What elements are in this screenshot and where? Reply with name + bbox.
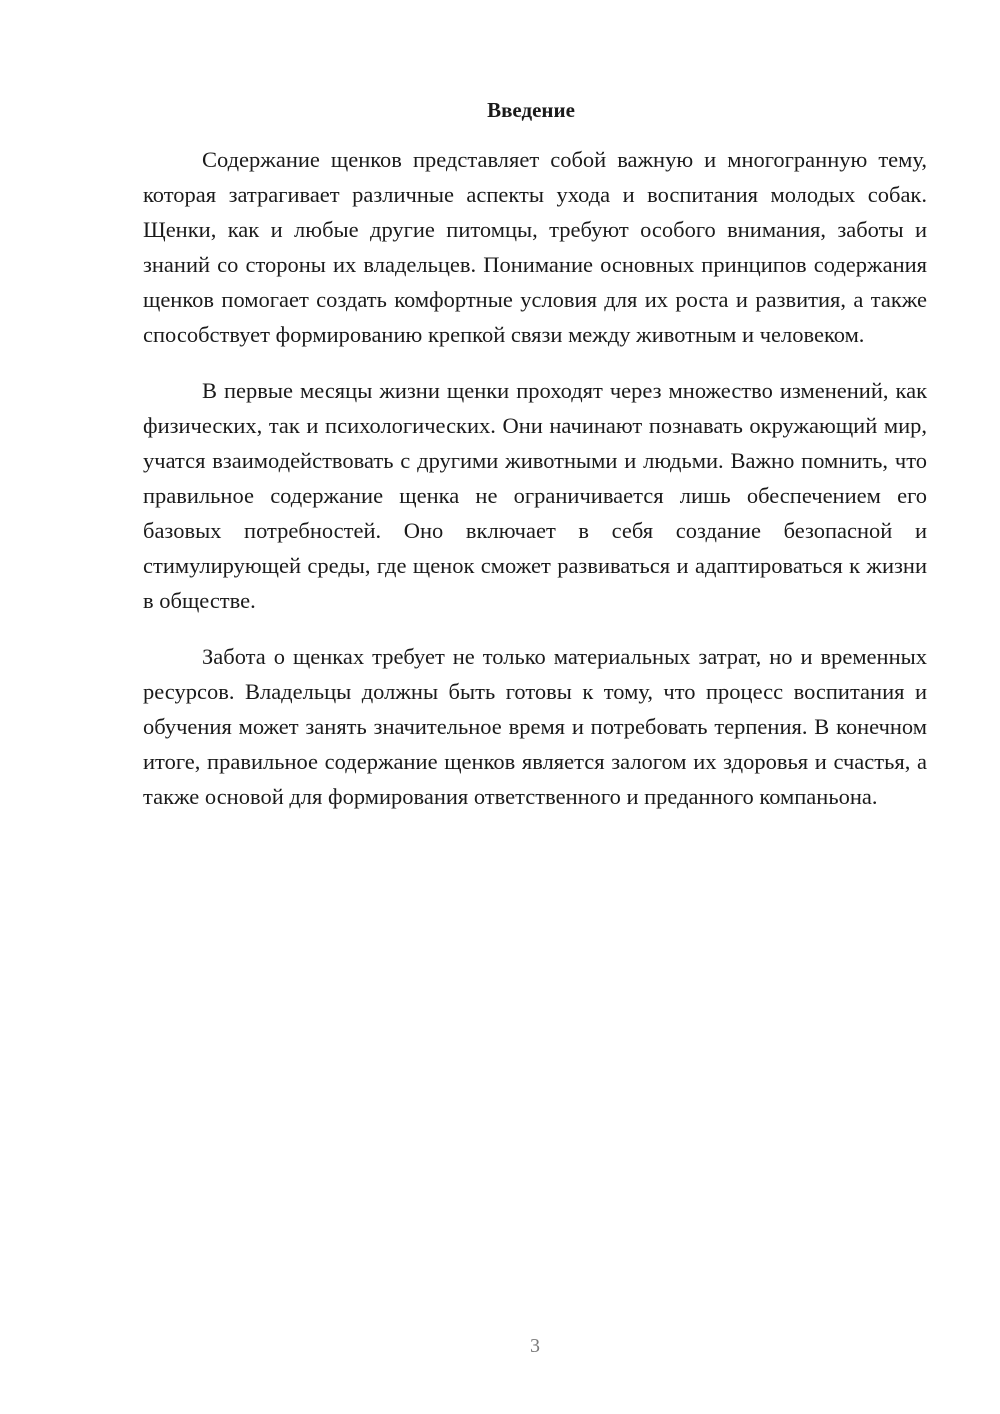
page-number: 3 xyxy=(530,1335,540,1357)
paragraph-2: В первые месяцы жизни щенки проходят через множество изменений, как физических, так и психологических. Они начинают познавать окружающий мир, учатся взаимодействовать с другими животными и людьми. Важно помнить, что правильное содержание щенка не ограничивается лишь обеспечением его базовых потребностей. Оно включает в себя создание безопасной и стимулирующей среды, где щенок сможет развиваться и адаптироваться к жизни в обществе. xyxy=(143,378,927,613)
paragraph-1: Содержание щенков представляет собой важную и многогранную тему, которая затрагивает различные аспекты ухода и воспитания молодых собак. Щенки, как и любые другие питомцы, требуют особого внимания, заботы и знаний со стороны их владельцев. Понимание основных принципов содержания щенков помогает создать комфортные условия для их роста и развития, а также способствует формированию крепкой связи между животным и человеком. xyxy=(143,147,927,347)
page-content xyxy=(143,96,927,835)
paragraph-3: Забота о щенках требует не только материальных затрат, но и временных ресурсов. Владельцы должны быть готовы к тому, что процесс воспитания и обучения может занять значительное время и потребовать терпения. В конечном итоге, правильное содержание щенков является залогом их здоровья и счастья, а также основой для формирования ответственного и преданного компаньона. xyxy=(143,644,927,809)
section-heading: Введение xyxy=(487,98,575,122)
